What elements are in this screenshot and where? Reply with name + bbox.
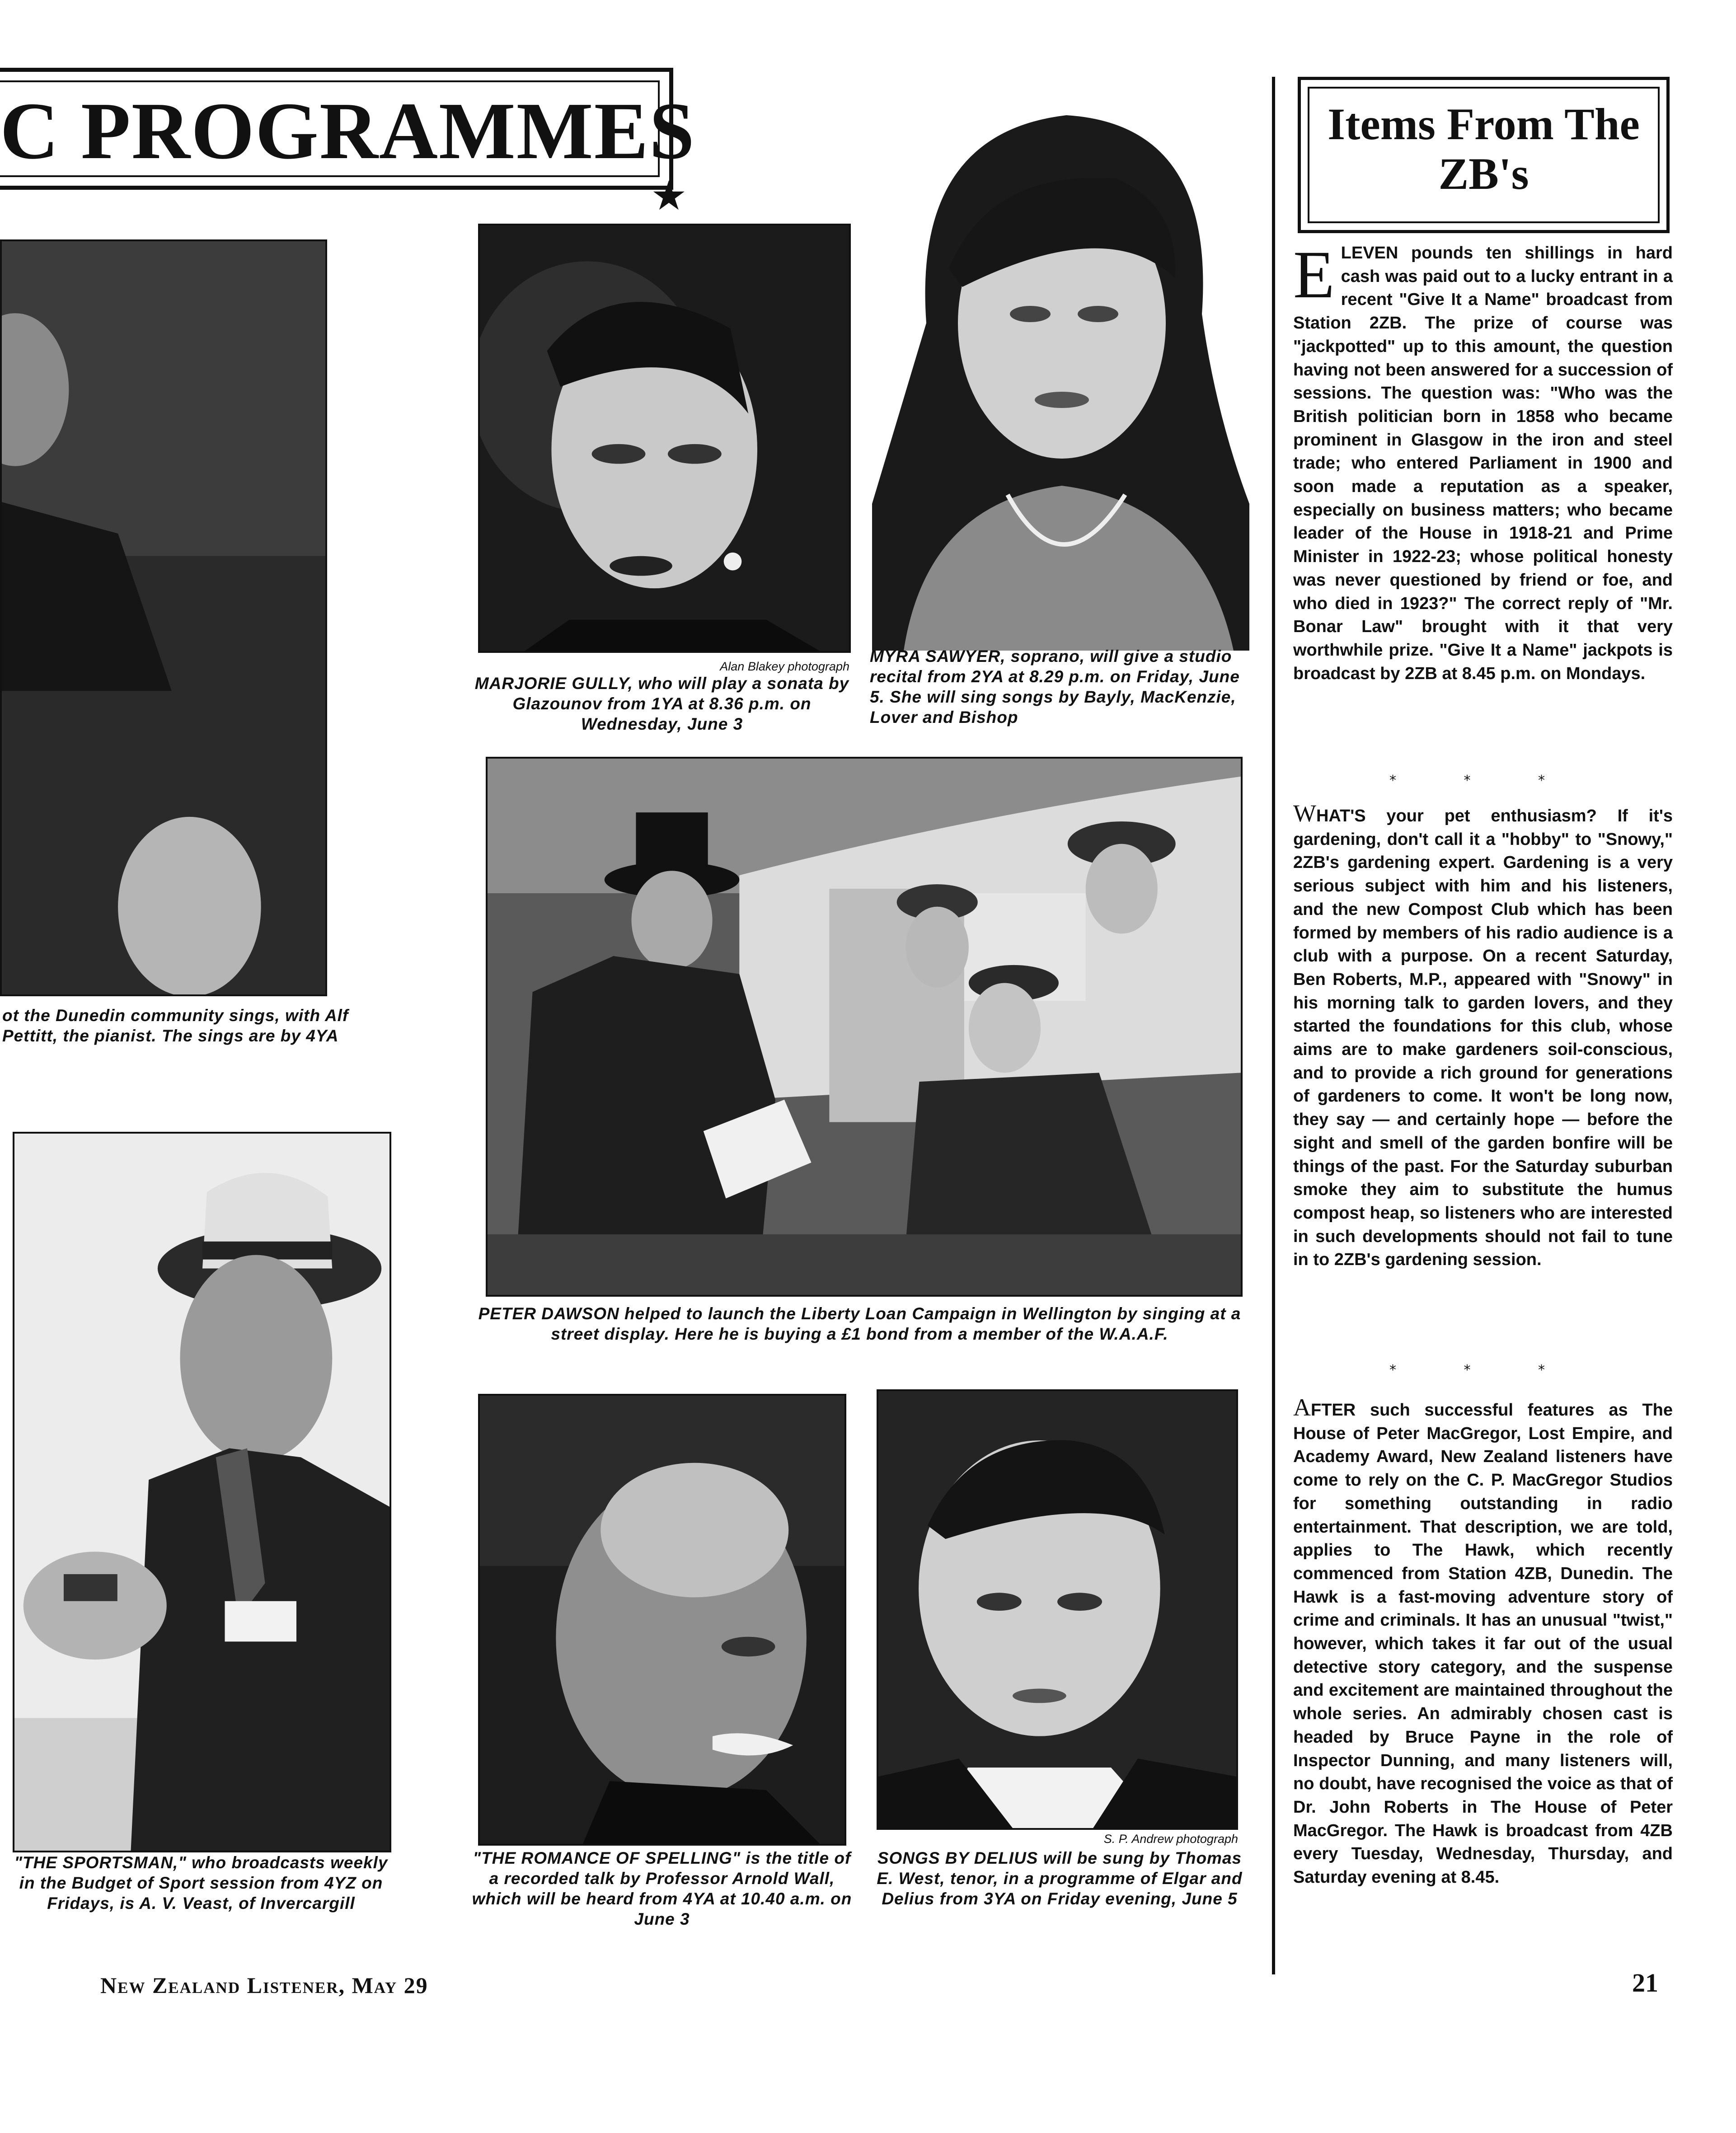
photo-marjorie-gully: [478, 224, 851, 653]
column-rule: [1272, 77, 1275, 1974]
zb-section-title: Items From The ZB's: [1328, 99, 1640, 199]
zb-article-text: HAT'S your pet enthusiasm? If it's gardening, don't call it a "hobby" to "Snowy," 2ZB's gardening expert. Gardening is a very serious subject with him and his listeners, and the new Compost Club which has been formed by members of his radio audience is a club with a purpose. On a recent Saturday, Ben Roberts, M.P., appeared with "Snowy" in his morning talk to garden lovers, and they started the foundations for this club, whose aims are to make gardeners soil-conscious, and to provide a rich ground for generations of gardeners to come. It won't be long now, they say — and certainly hope — before the sight and smell of the garden bonfire will be things of the past. For the Saturday suburban smoke they aim to substitute the humus compost heap, so listeners who are interested in such developments should not fail to tune in to 2ZB's gardening session.: [1293, 806, 1673, 1270]
zb-article-text: FTER such successful features as The House of Peter MacGregor, Lost Empire, and Academy Award, New Zealand listeners have come to rely on the C. P. MacGregor Studios for something outstanding in radio entertainment. That description, we are told, applies to The Hawk, which recently commenced from Station 4ZB, Dunedin. The Hawk is a fast-moving adventure story of crime and criminals. It has an unusual "twist," however, which takes it far out of the usual detective story category, and the suspense and excitement are maintained throughout the whole series. An admirably chosen cast is headed by Bruce Payne in the role of Inspector Dunning, and many listeners will, no doubt, have recognised the voice as that of Dr. John Roberts in The House of Peter MacGregor. The Hawk is broadcast from 4ZB every Tuesday, Wednesday, Thursday, and Saturday evening at 8.45.: [1293, 1401, 1673, 1887]
zb-article-give-it-a-name: [1293, 237, 1673, 685]
caption-myra-sawyer: MYRA SAWYER, soprano, will give a studio recital from 2YA at 8.29 p.m. on Friday, June 5. She will sing songs by Bayly, MacKenzie, Lover and Bishop: [870, 647, 1240, 727]
caption-peter-dawson: PETER DAWSON helped to launch the Liberty Loan Campaign in Wellington by singing at a street display. Here he is buying a £1 bond from a member of the W.A.A.F.: [478, 1304, 1241, 1343]
caption-the-sportsman: "THE SPORTSMAN," who broadcasts weekly in the Budget of Sport session from 4YZ on Fridays, is A. V. Veast, of Invercargill: [14, 1853, 388, 1913]
star-icon: ★: [651, 174, 687, 219]
caption-dunedin-sings: ot the Dunedin community sings, with Alf Pettitt, the pianist. The sings are by 4YA: [2, 1006, 349, 1045]
zb-article-text: LEVEN pounds ten shillings in hard cash was paid out to a lucky entrant in a recent "Give It a Name" broadcast from Station 2ZB. The prize of course was "jackpotted" up to this amount, the question having not been answered for a succession of sessions. The question was: "Who was the British politician born in 1858 who became prominent in Glasgow in the iron and steel trade; who entered Parliament in 1900 and soon made a reputation as a speaker, especially on business matters; who became leader of the House in 1918-21 and Prime Minister in 1922-23; whose political honesty was never questioned by friend or foe, and who died in 1923?" The correct reply of "Mr. Bonar Law" brought with it that very worthwhile prize. "Give It a Name" jackpots is broadcast by 2ZB at 8.45 p.m. on Mondays.: [1293, 244, 1673, 683]
photo-arnold-wall: [478, 1394, 846, 1846]
caption-romance-of-spelling: "THE ROMANCE OF SPELLING" is the title of a recorded talk by Professor Arnold Wall, which will be heard from 4YA at 10.40 a.m. on June 3: [472, 1849, 852, 1928]
page-number: 21: [1632, 1968, 1658, 1997]
caption-songs-by-delius: SONGS BY DELIUS will be sung by Thomas E. West, tenor, in a programme of Elgar and Delius from 3YA on Friday evening, June 5: [877, 1849, 1243, 1908]
photo-myra-sawyer: [872, 97, 1249, 651]
drop-cap: E: [1293, 237, 1335, 312]
section-separator: * * *: [1389, 773, 1577, 788]
photo-the-sportsman: [13, 1132, 391, 1852]
photo-thomas-west: [877, 1389, 1238, 1830]
photo-peter-dawson: [486, 757, 1243, 1297]
credit-sp-andrew: S. P. Andrew photograph: [1103, 1832, 1238, 1846]
footer-publication: New Zealand Listener, May 29: [100, 1973, 428, 1998]
photo-dunedin-sings: [0, 239, 327, 996]
credit-alan-blakey: Alan Blakey photograph: [720, 660, 849, 673]
zb-article-the-hawk: [1293, 1396, 1673, 1889]
caption-marjorie-gully: MARJORIE GULLY, who will play a sonata by Glazounov from 1YA at 8.36 p.m. on Wednesday, June 3: [474, 674, 849, 733]
page-title: C PROGRAMMES: [0, 86, 695, 176]
zb-article-compost-club: [1293, 802, 1673, 1272]
section-separator: * * *: [1389, 1362, 1577, 1378]
initial-letter: A: [1293, 1394, 1311, 1421]
initial-letter: W: [1293, 800, 1316, 827]
